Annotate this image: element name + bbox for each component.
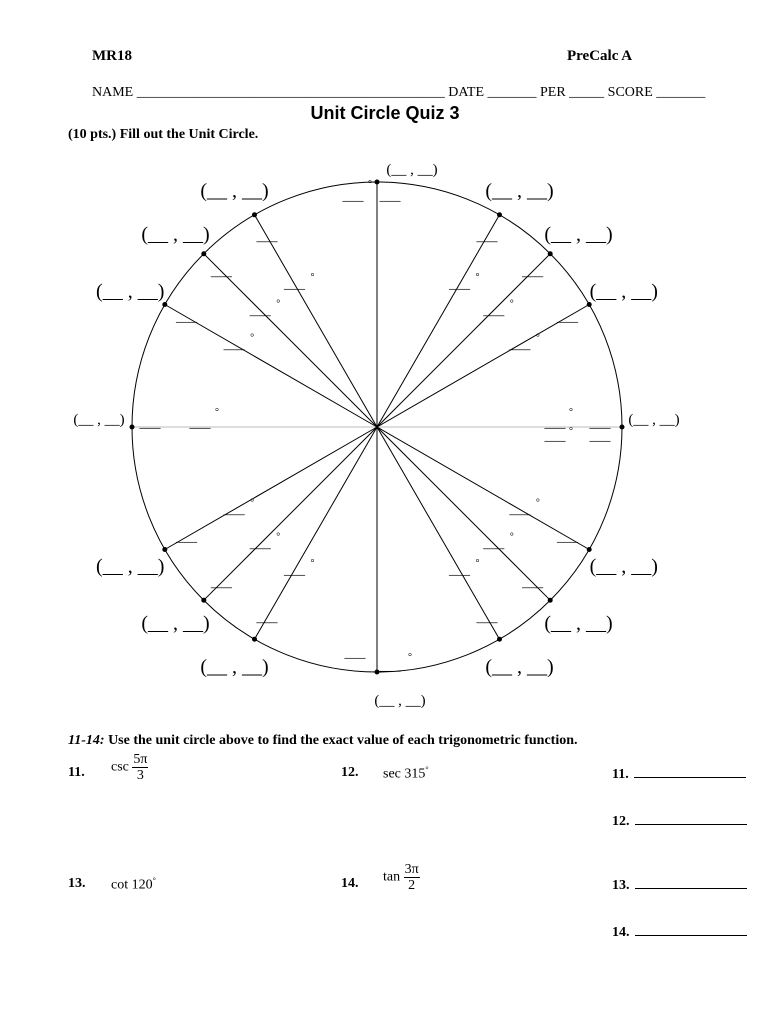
coordinate-label-45: (__ , __) [544,223,613,246]
degree-blank-300: ___ [449,562,470,578]
right-radian-blank-b: ___ [544,429,566,444]
degree-blank-225: ___ [249,536,271,552]
degree-blank-30: ___ [509,337,531,353]
question-14-number: 14. [341,876,359,891]
degree-blank-150: ___ [223,337,245,353]
answer-14-field[interactable]: 14. [612,923,747,941]
angle-point-150 [163,303,167,307]
angle-point-315 [548,598,552,602]
question-11-expression: csc $\frac{5\pi}{3}$ [111,752,148,783]
degree-mark-225: ° [276,531,281,543]
question-13-number: 13. [68,876,86,891]
degree-blank-240: ___ [284,562,305,578]
coordinate-label-150: (__ , __) [96,280,165,303]
radian-blank-330: ___ [557,530,578,545]
circle-instruction: (10 pts.) Fill out the Unit Circle. [68,127,259,142]
coordinate-label-330: (__ , __) [589,555,658,578]
top-degree-blank: ___ [379,189,401,204]
degree-blank-135: ___ [249,303,271,319]
radian-blank-210: ___ [176,530,197,545]
angle-ray-300 [377,427,500,639]
top-degree-mark: ° [368,179,372,190]
radian-blank-120: ___ [256,229,278,245]
coordinate-label-30: (__ , __) [589,280,658,303]
right-degree-blank-a: ___ [589,416,611,431]
degree-mark-240: ° [310,557,315,569]
angle-ray-120 [255,215,378,427]
angle-point-210 [163,548,167,552]
degree-mark-45: ° [509,298,514,310]
radian-blank-300: ___ [476,610,498,626]
radian-blank-315: ___ [522,575,544,591]
right-degree-mark-b: ° [569,426,573,437]
degree-blank-315: ___ [483,536,505,552]
bottom-coordinate-label: (__ , __) [374,693,426,709]
angle-point-30 [587,303,591,307]
right-radian-blank-a: ___ [544,416,566,431]
degree-mark-30: ° [535,332,540,344]
degree-mark-330: ° [535,497,540,509]
radian-blank-60: ___ [476,229,498,245]
axis-point-2 [130,425,134,429]
coordinate-label-120: (__ , __) [200,179,269,202]
degree-mark-300: ° [475,557,480,569]
question-12-expression: sec 315° [383,765,429,782]
left-radian-blank: ___ [139,416,161,431]
degree-mark-210: ° [250,497,255,509]
bottom-degree-blank: ___ [379,659,401,674]
left-degree-blank: ___ [189,416,211,431]
answer-11-field[interactable]: 11. [612,765,746,783]
right-coordinate-label: (__ , __) [628,412,680,428]
question-11-number: 11. [68,765,85,780]
angle-point-120 [253,213,257,217]
bottom-radian-blank: ___ [344,646,366,661]
angle-point-60 [498,213,502,217]
radian-blank-135: ___ [210,264,232,280]
radian-blank-240: ___ [256,610,278,626]
coordinate-label-210: (__ , __) [96,555,165,578]
angle-ray-60 [377,215,500,427]
axis-point-0 [375,180,379,184]
right-degree-mark-a: ° [569,407,573,418]
angle-point-330 [587,548,591,552]
degree-mark-135: ° [276,298,281,310]
angle-point-225 [202,598,206,602]
angle-ray-240 [255,427,378,639]
coordinate-label-225: (__ , __) [141,612,210,635]
radian-blank-30: ___ [557,310,578,325]
answer-13-field[interactable]: 13. [612,876,747,894]
questions-instruction: 11-14: Use the unit circle above to find the exact value of each trigonometric function. [68,733,578,748]
coordinate-label-60: (__ , __) [485,179,554,202]
coordinate-label-240: (__ , __) [200,656,269,679]
angle-point-45 [548,252,552,256]
degree-blank-330: ___ [509,502,531,518]
course-code: MR18 [92,48,132,64]
radian-blank-225: ___ [210,575,232,591]
right-degree-blank-b: ___ [589,429,611,444]
top-coordinate-label: (__ , __) [386,162,438,178]
radian-blank-150: ___ [176,310,197,325]
degree-blank-120: ___ [284,277,305,293]
angle-point-240 [253,637,257,641]
coordinate-label-135: (__ , __) [141,223,210,246]
quiz-title: Unit Circle Quiz 3 [310,103,460,123]
degree-mark-120: ° [310,272,315,284]
axis-point-3 [620,425,624,429]
question-14-expression: tan $\frac{3\pi}{2}$ [383,862,419,893]
answer-12-field[interactable]: 12. [612,812,747,830]
degree-blank-210: ___ [223,502,245,518]
question-12-number: 12. [341,765,359,780]
degree-blank-60: ___ [449,277,470,293]
angle-point-135 [202,252,206,256]
course-name: PreCalc A [567,48,633,64]
question-13-expression: cot 120° [111,876,156,893]
coordinate-label-300: (__ , __) [485,656,554,679]
degree-blank-45: ___ [483,303,505,319]
unit-circle-diagram [0,150,770,715]
radian-blank-45: ___ [522,264,544,280]
coordinate-label-315: (__ , __) [544,612,613,635]
student-info-fields: NAME ____________________________________________ DATE _______ PER _____ SCORE _______ [92,85,706,100]
bottom-degree-mark: ° [408,652,412,663]
angle-point-300 [498,637,502,641]
left-coordinate-label: (__ , __) [73,412,125,428]
top-radian-blank: ___ [342,189,364,204]
left-degree-mark: ° [215,407,219,418]
degree-mark-315: ° [509,531,514,543]
degree-mark-60: ° [475,272,480,284]
axis-point-1 [375,670,379,674]
degree-mark-150: ° [250,332,255,344]
